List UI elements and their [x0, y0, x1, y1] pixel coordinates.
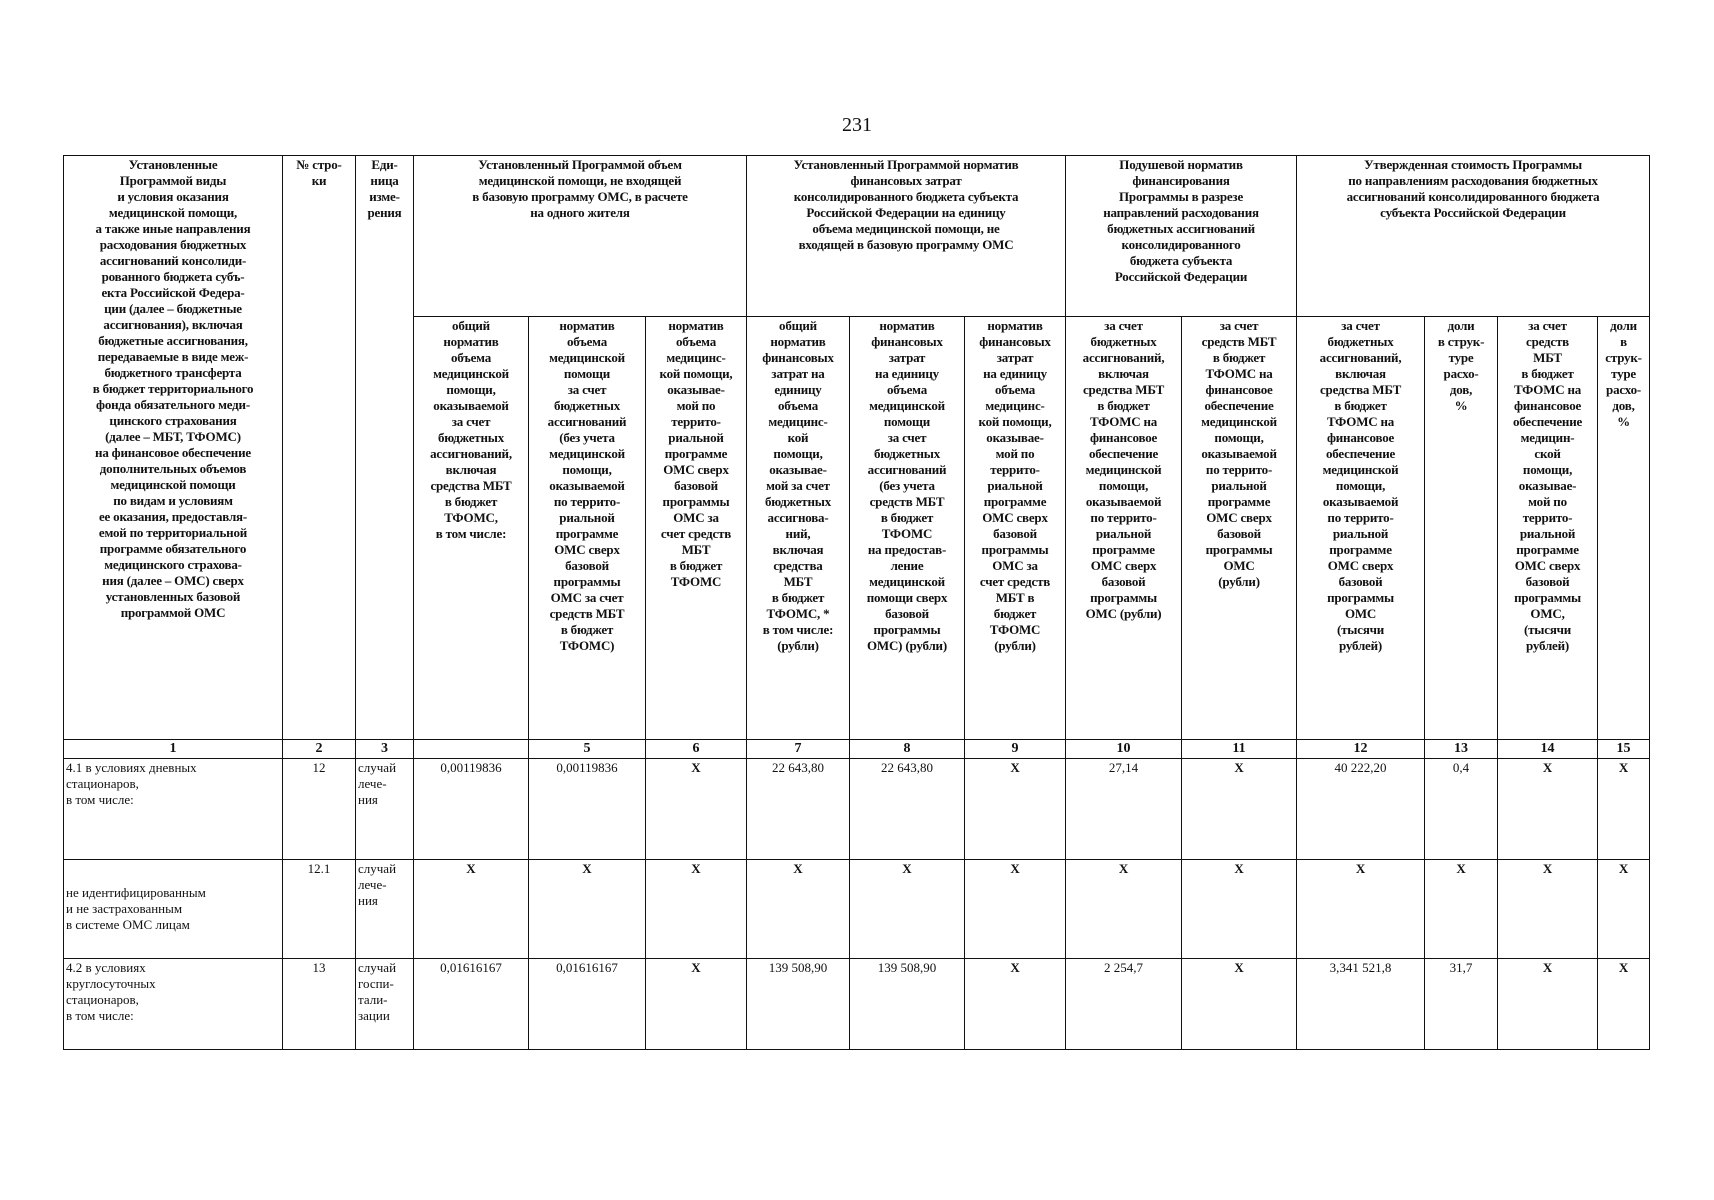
- column-number: 14: [1498, 740, 1598, 759]
- column-number: 8: [850, 740, 965, 759]
- header-sub-12: за счет бюджетных ассигнований, включая средства МБТ в бюджет ТФОМС на финансовое обеспечение медицинской помощи, оказываемой по террито- риальной программе ОМС сверх базовой программы ОМС (тысячи рублей): [1297, 317, 1425, 740]
- column-number: 7: [747, 740, 850, 759]
- cell-c11: X: [1182, 959, 1297, 1050]
- cell-c8: 22 643,80: [850, 759, 965, 860]
- cell-c15: X: [1598, 860, 1650, 959]
- cell-c13: 31,7: [1425, 959, 1498, 1050]
- cell-c9: X: [965, 759, 1066, 860]
- column-number-row: [64, 740, 1650, 759]
- cell-c7: 22 643,80: [747, 759, 850, 860]
- cell-c9: X: [965, 959, 1066, 1050]
- cell-c7: X: [747, 860, 850, 959]
- cell-c11: X: [1182, 759, 1297, 860]
- column-number: 15: [1598, 740, 1650, 759]
- column-number: 2: [283, 740, 356, 759]
- header-group-per-capita: Подушевой норматив финансирования Программы в разрезе направлений расходования бюджетных ассигнований консолидированного бюджета субъекта Российской Федерации: [1066, 156, 1297, 317]
- table-row: [64, 860, 1650, 959]
- row-line-number: 13: [283, 959, 356, 1050]
- cell-c8: 139 508,90: [850, 959, 965, 1050]
- cell-c5: 0,00119836: [529, 759, 646, 860]
- header-group-cost-norm: Установленный Программой норматив финансовых затрат консолидированного бюджета субъекта Российской Федерации на единицу объема медицинской помощи, не входящей в базовую программу ОМС: [747, 156, 1066, 317]
- cell-c15: X: [1598, 759, 1650, 860]
- cell-c5: X: [529, 860, 646, 959]
- header-group-volume: Установленный Программой объем медицинской помощи, не входящей в базовую программу ОМС, в расчете на одного жителя: [414, 156, 747, 317]
- column-number: 10: [1066, 740, 1182, 759]
- row-unit: случай лече- ния: [356, 759, 414, 860]
- cell-c7: 139 508,90: [747, 959, 850, 1050]
- header-group-program-cost: Утвержденная стоимость Программы по направлениям расходования бюджетных ассигнований консолидированного бюджета субъекта Российской Федерации: [1297, 156, 1650, 317]
- table-row: [64, 959, 1650, 1050]
- row-unit: случай госпи- тали- зации: [356, 959, 414, 1050]
- column-number: 12: [1297, 740, 1425, 759]
- cell-c14: X: [1498, 860, 1598, 959]
- header-sub-13: доли в струк- туре расхо- дов, %: [1425, 317, 1498, 740]
- cell-c8: X: [850, 860, 965, 959]
- cell-c12: 3,341 521,8: [1297, 959, 1425, 1050]
- row-name: не идентифицированным и не застрахованным в системе ОМС лицам: [64, 860, 283, 959]
- cell-c14: X: [1498, 959, 1598, 1050]
- header-sub-9: норматив финансовых затрат на единицу объема медицинс- кой помощи, оказывае- мой по террито- риальной программе ОМС сверх базовой программы ОМС за счет средств МБТ в бюджет ТФОМС (рубли): [965, 317, 1066, 740]
- cell-c10: 27,14: [1066, 759, 1182, 860]
- cell-c13: 0,4: [1425, 759, 1498, 860]
- row-unit: случай лече- ния: [356, 860, 414, 959]
- budget-table: [63, 155, 1650, 1050]
- column-number: 9: [965, 740, 1066, 759]
- column-number: 1: [64, 740, 283, 759]
- cell-c14: X: [1498, 759, 1598, 860]
- cell-c4: 0,00119836: [414, 759, 529, 860]
- header-sub-10: за счет бюджетных ассигнований, включая средства МБТ в бюджет ТФОМС на финансовое обеспечение медицинской помощи, оказываемой по террито- риальной программе ОМС сверх базовой программы ОМС (рубли): [1066, 317, 1182, 740]
- cell-c12: X: [1297, 860, 1425, 959]
- header-sub-6: норматив объема медицинс- кой помощи, оказывае- мой по террито- риальной программе ОМС сверх базовой программы ОМС за счет средств МБТ в бюджет ТФОМС: [646, 317, 747, 740]
- cell-c15: X: [1598, 959, 1650, 1050]
- page-number: 231: [842, 114, 872, 136]
- header-sub-7: общий норматив финансовых затрат на единицу объема медицинс- кой помощи, оказывае- мой за счет бюджетных ассигнова- ний, включая средства МБТ в бюджет ТФОМС, * в том числе: (рубли): [747, 317, 850, 740]
- row-name: 4.2 в условиях круглосуточных стационаров, в том числе:: [64, 959, 283, 1050]
- row-line-number: 12.1: [283, 860, 356, 959]
- header-col-1: Установленные Программой виды и условия оказания медицинской помощи, а также иные направления расходования бюджетных ассигнований консолиди- рованного бюджета субъ- екта Российской Федера- ции (далее – бюджетные ассигнования), включая бюджетные ассигнования, передаваемые в виде меж- бюджетного трансферта в бюджет территориального фонда обязательного меди- цинского страхования (далее – МБТ, ТФОМС) на финансовое обеспечение дополнительных объемов медицинской помощи по видам и условиям ее оказания, предоставля- емой по территориальной программе обязательного медицинского страхова- ния (далее – ОМС) сверх установленных базовой программой ОМС: [64, 156, 283, 740]
- cell-c4: 0,01616167: [414, 959, 529, 1050]
- column-number: 3: [356, 740, 414, 759]
- header-sub-4: общий норматив объема медицинской помощи, оказываемой за счет бюджетных ассигнований, включая средства МБТ в бюджет ТФОМС, в том числе:: [414, 317, 529, 740]
- header-sub-14: за счет средств МБТ в бюджет ТФОМС на финансовое обеспечение медицин- ской помощи, оказывае- мой по террито- риальной программе ОМС сверх базовой программы ОМС, (тысячи рублей): [1498, 317, 1598, 740]
- column-number: 11: [1182, 740, 1297, 759]
- column-number: 5: [529, 740, 646, 759]
- row-line-number: 12: [283, 759, 356, 860]
- cell-c11: X: [1182, 860, 1297, 959]
- header-sub-5: норматив объема медицинской помощи за счет бюджетных ассигнований (без учета медицинской помощи, оказываемой по террито- риальной программе ОМС сверх базовой программы ОМС за счет средств МБТ в бюджет ТФОМС): [529, 317, 646, 740]
- cell-c4: X: [414, 860, 529, 959]
- cell-c9: X: [965, 860, 1066, 959]
- cell-c13: X: [1425, 860, 1498, 959]
- table-row: [64, 759, 1650, 860]
- cell-c12: 40 222,20: [1297, 759, 1425, 860]
- header-sub-11: за счет средств МБТ в бюджет ТФОМС на финансовое обеспечение медицинской помощи, оказываемой по террито- риальной программе ОМС сверх базовой программы ОМС (рубли): [1182, 317, 1297, 740]
- row-name: 4.1 в условиях дневных стационаров, в том числе:: [64, 759, 283, 860]
- header-group-row: [64, 156, 1650, 317]
- cell-c5: 0,01616167: [529, 959, 646, 1050]
- cell-c10: X: [1066, 860, 1182, 959]
- column-number: 6: [646, 740, 747, 759]
- header-col-3: Еди- ница изме- рения: [356, 156, 414, 740]
- header-sub-8: норматив финансовых затрат на единицу объема медицинской помощи за счет бюджетных ассигнований (без учета средств МБТ в бюджет ТФОМС на предостав- ление медицинской помощи сверх базовой программы ОМС) (рубли): [850, 317, 965, 740]
- cell-c10: 2 254,7: [1066, 959, 1182, 1050]
- cell-c6: X: [646, 860, 747, 959]
- cell-c6: X: [646, 959, 747, 1050]
- cell-c6: X: [646, 759, 747, 860]
- header-sub-15: доли в струк- туре расхо- дов, %: [1598, 317, 1650, 740]
- header-col-2: № стро- ки: [283, 156, 356, 740]
- column-number: [414, 740, 529, 759]
- column-number: 13: [1425, 740, 1498, 759]
